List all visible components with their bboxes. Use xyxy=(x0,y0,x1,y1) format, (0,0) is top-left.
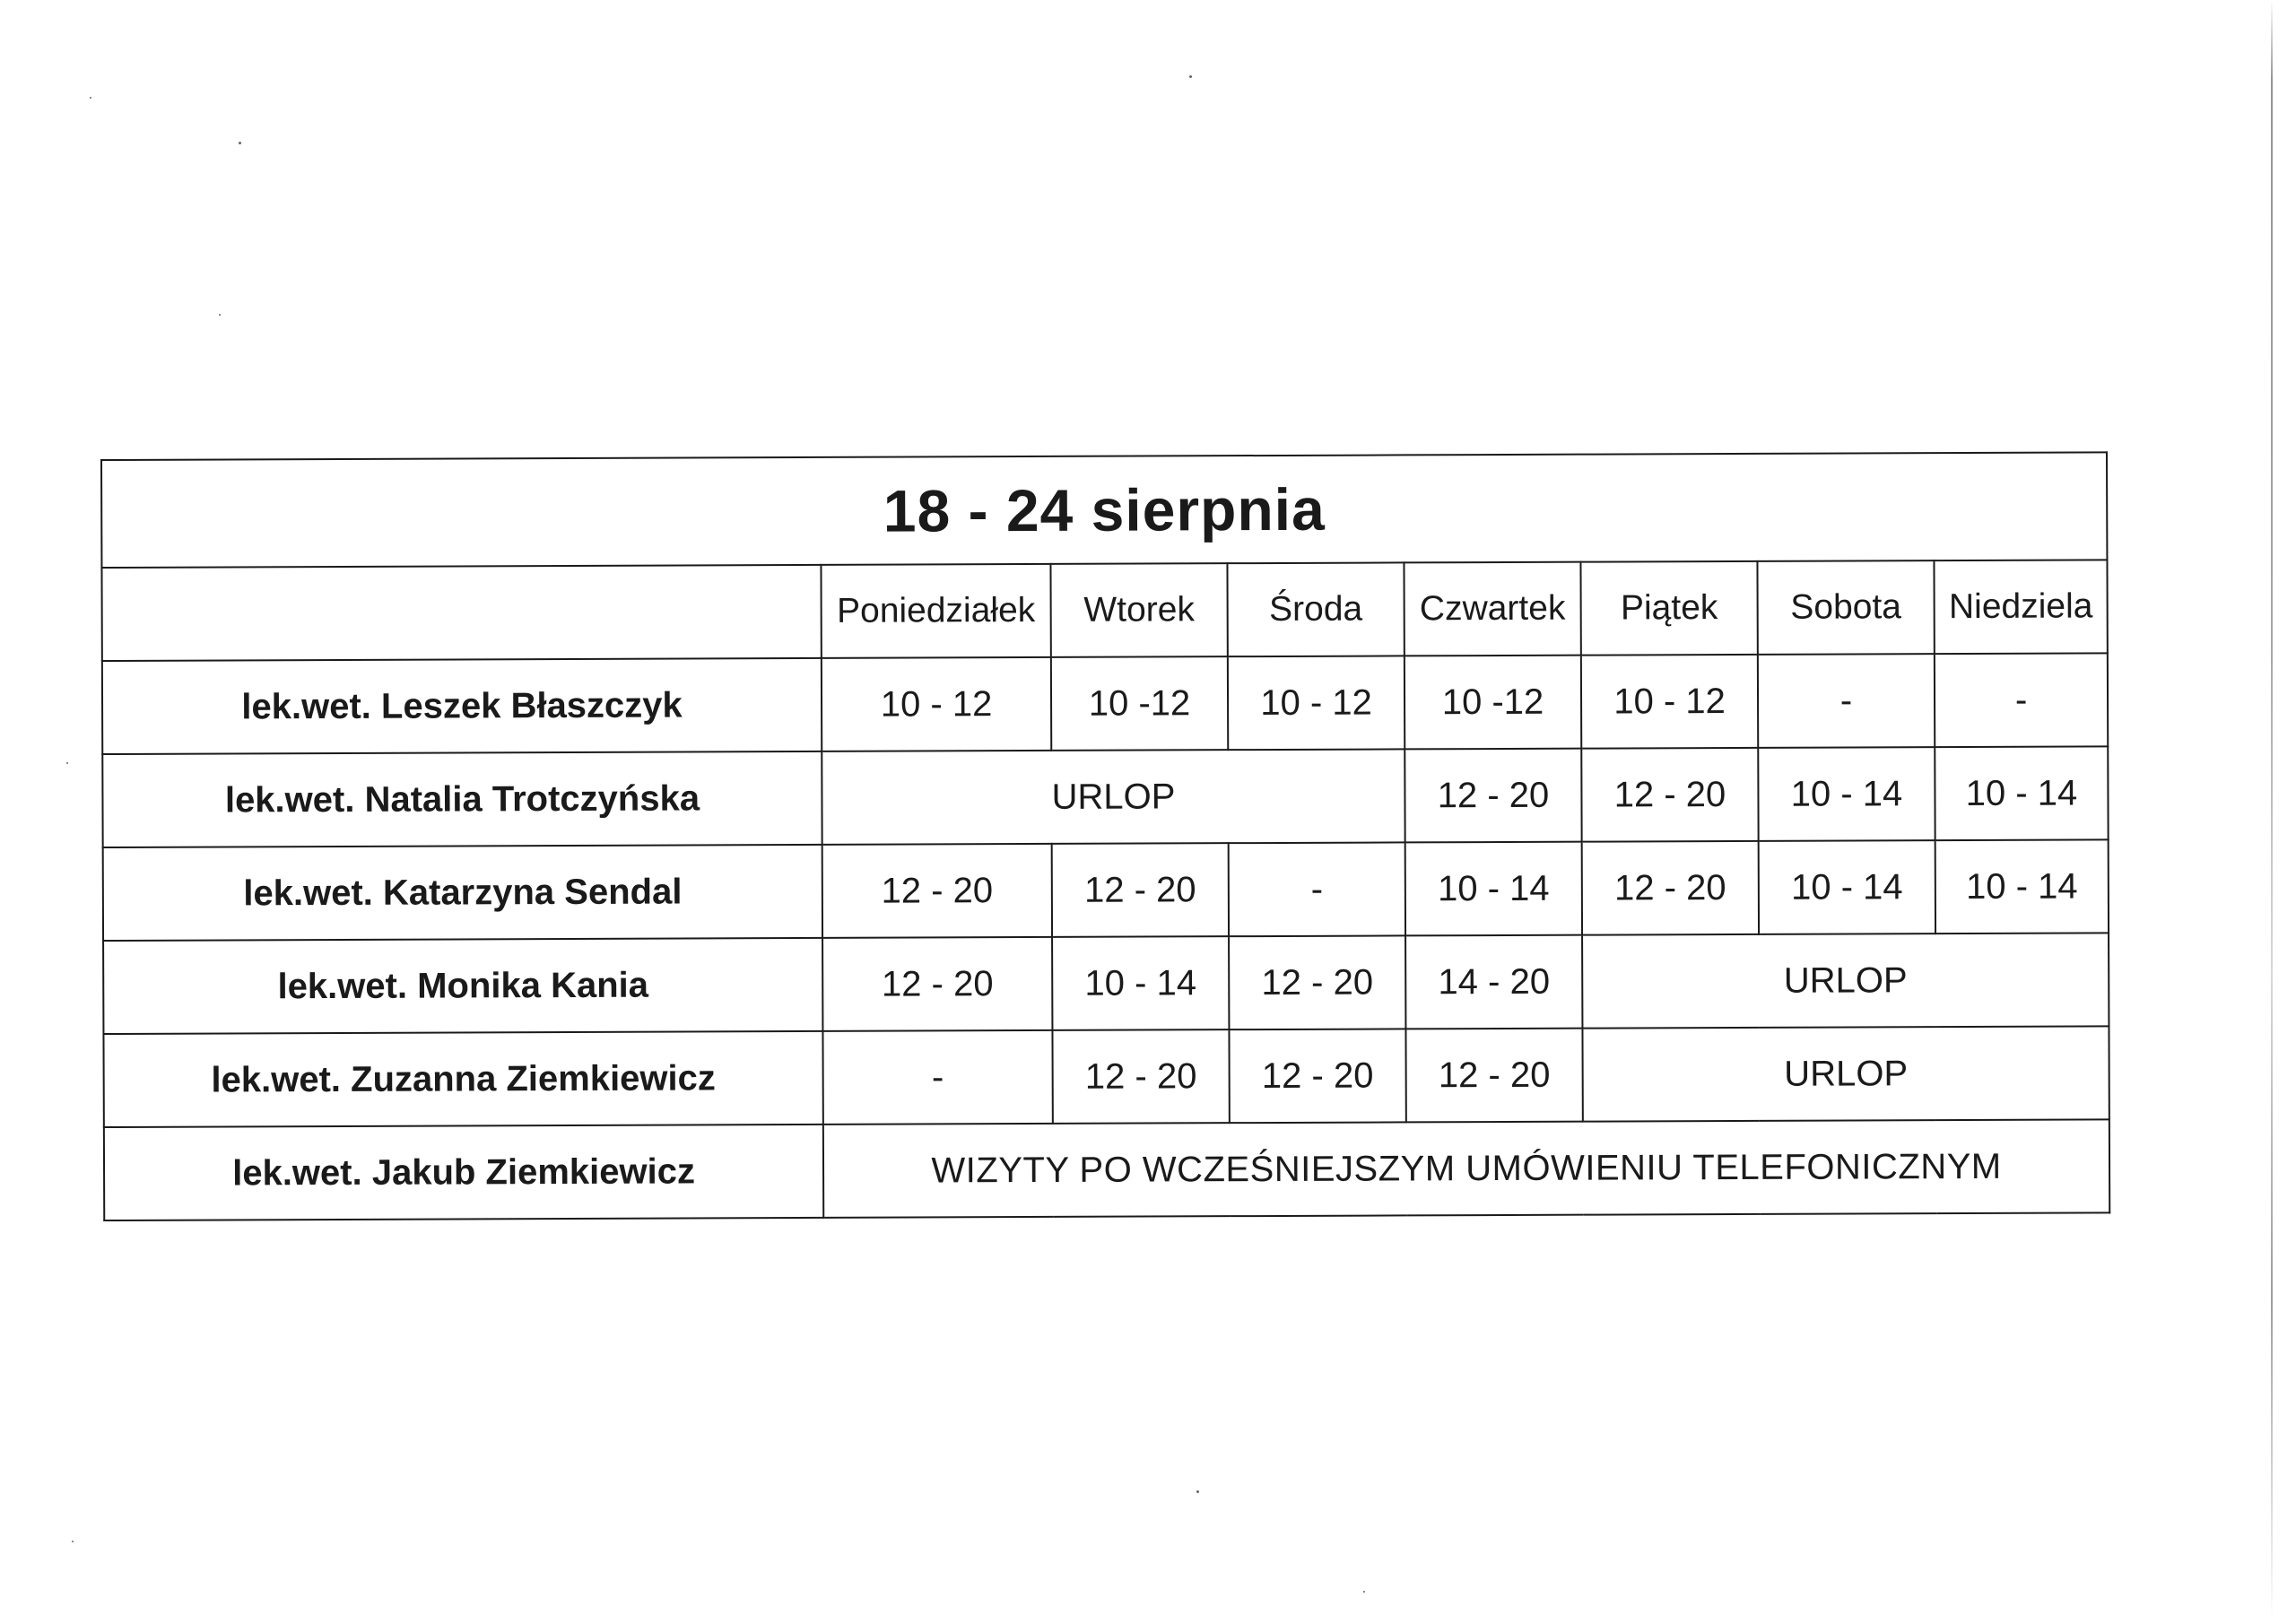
day-header-cell: Środa xyxy=(1227,562,1404,656)
day-header-row xyxy=(101,560,2107,661)
vacation-cell: URLOP xyxy=(1582,933,2109,1028)
scan-speck xyxy=(90,97,91,99)
doctor-row xyxy=(103,839,2109,941)
scan-speck xyxy=(219,314,221,316)
day-header-cell: Czwartek xyxy=(1404,562,1580,656)
doctor-name: lek.wet. Zuzanna Ziemkiewicz xyxy=(103,1031,822,1127)
vacation-cell: URLOP xyxy=(822,749,1405,844)
scan-speck xyxy=(66,762,68,764)
hours-cell: 12 - 20 xyxy=(1052,843,1229,937)
title-cell xyxy=(101,452,2107,568)
hours-cell: 12 - 20 xyxy=(822,844,1052,938)
hours-cell: 12 - 20 xyxy=(1405,1029,1582,1123)
doctor-name: lek.wet. Jakub Ziemkiewicz xyxy=(104,1125,823,1220)
hours-cell: 12 - 20 xyxy=(1052,1029,1229,1124)
hours-cell: 10 - 14 xyxy=(1759,840,1935,934)
title-row xyxy=(101,452,2107,568)
hours-cell: - xyxy=(822,1030,1052,1125)
hours-cell: - xyxy=(1758,654,1935,748)
doctor-row xyxy=(104,1119,2109,1220)
hours-cell: 10 - 14 xyxy=(1935,839,2109,934)
day-header-cell: Poniedziałek xyxy=(821,564,1050,658)
vacation-cell: URLOP xyxy=(1582,1026,2109,1121)
schedule-title: 18 - 24 sierpnia xyxy=(883,475,1326,544)
day-header-cell: Piątek xyxy=(1580,561,1757,656)
scan-speck xyxy=(72,1541,74,1542)
hours-cell: 10 - 14 xyxy=(1935,746,2108,840)
scan-speck xyxy=(1189,75,1192,78)
hours-cell: 12 - 20 xyxy=(1229,1029,1405,1123)
doctor-name: lek.wet. Katarzyna Sendal xyxy=(103,845,822,941)
hours-cell: 12 - 20 xyxy=(1405,749,1581,843)
hours-cell: 12 - 20 xyxy=(1229,935,1405,1029)
hours-cell: 10 - 14 xyxy=(1405,842,1582,936)
hours-cell: - xyxy=(1935,653,2108,747)
hours-cell: 12 - 20 xyxy=(822,937,1052,1031)
scan-edge-line xyxy=(2271,0,2273,1624)
scan-speck xyxy=(239,142,241,144)
hours-cell: 12 - 20 xyxy=(1582,841,1759,935)
hours-cell: 12 - 20 xyxy=(1581,748,1758,842)
doctor-row xyxy=(103,933,2109,1034)
doctor-name: lek.wet. Natalia Trotczyńska xyxy=(102,751,822,847)
day-header-cell: Sobota xyxy=(1757,560,1934,655)
doctor-row xyxy=(102,653,2108,754)
hours-cell: 10 - 14 xyxy=(1052,936,1229,1030)
day-header-cell: Niedziela xyxy=(1934,560,2107,654)
doctor-row xyxy=(102,746,2108,847)
schedule-table xyxy=(100,451,2110,1221)
corner-cell xyxy=(101,565,821,661)
hours-cell: 10 -12 xyxy=(1405,656,1581,750)
doctor-row xyxy=(103,1026,2109,1127)
hours-cell: - xyxy=(1229,842,1405,936)
hours-cell: 10 - 12 xyxy=(1228,656,1405,750)
appointment-note: WIZYTY PO WCZEŚNIEJSZYM UMÓWIENIU TELEFONICZNYM xyxy=(823,1119,2109,1218)
hours-cell: 10 - 12 xyxy=(822,657,1051,751)
hours-cell: 10 -12 xyxy=(1051,656,1228,751)
doctor-name: lek.wet. Monika Kania xyxy=(103,938,822,1034)
scan-speck xyxy=(1363,1591,1365,1593)
day-header-cell: Wtorek xyxy=(1050,563,1227,657)
hours-cell: 10 - 12 xyxy=(1581,655,1758,749)
doctor-name: lek.wet. Leszek Błaszczyk xyxy=(102,658,822,754)
scan-speck xyxy=(1196,1490,1199,1493)
hours-cell: 14 - 20 xyxy=(1405,935,1582,1029)
hours-cell: 10 - 14 xyxy=(1758,747,1935,841)
